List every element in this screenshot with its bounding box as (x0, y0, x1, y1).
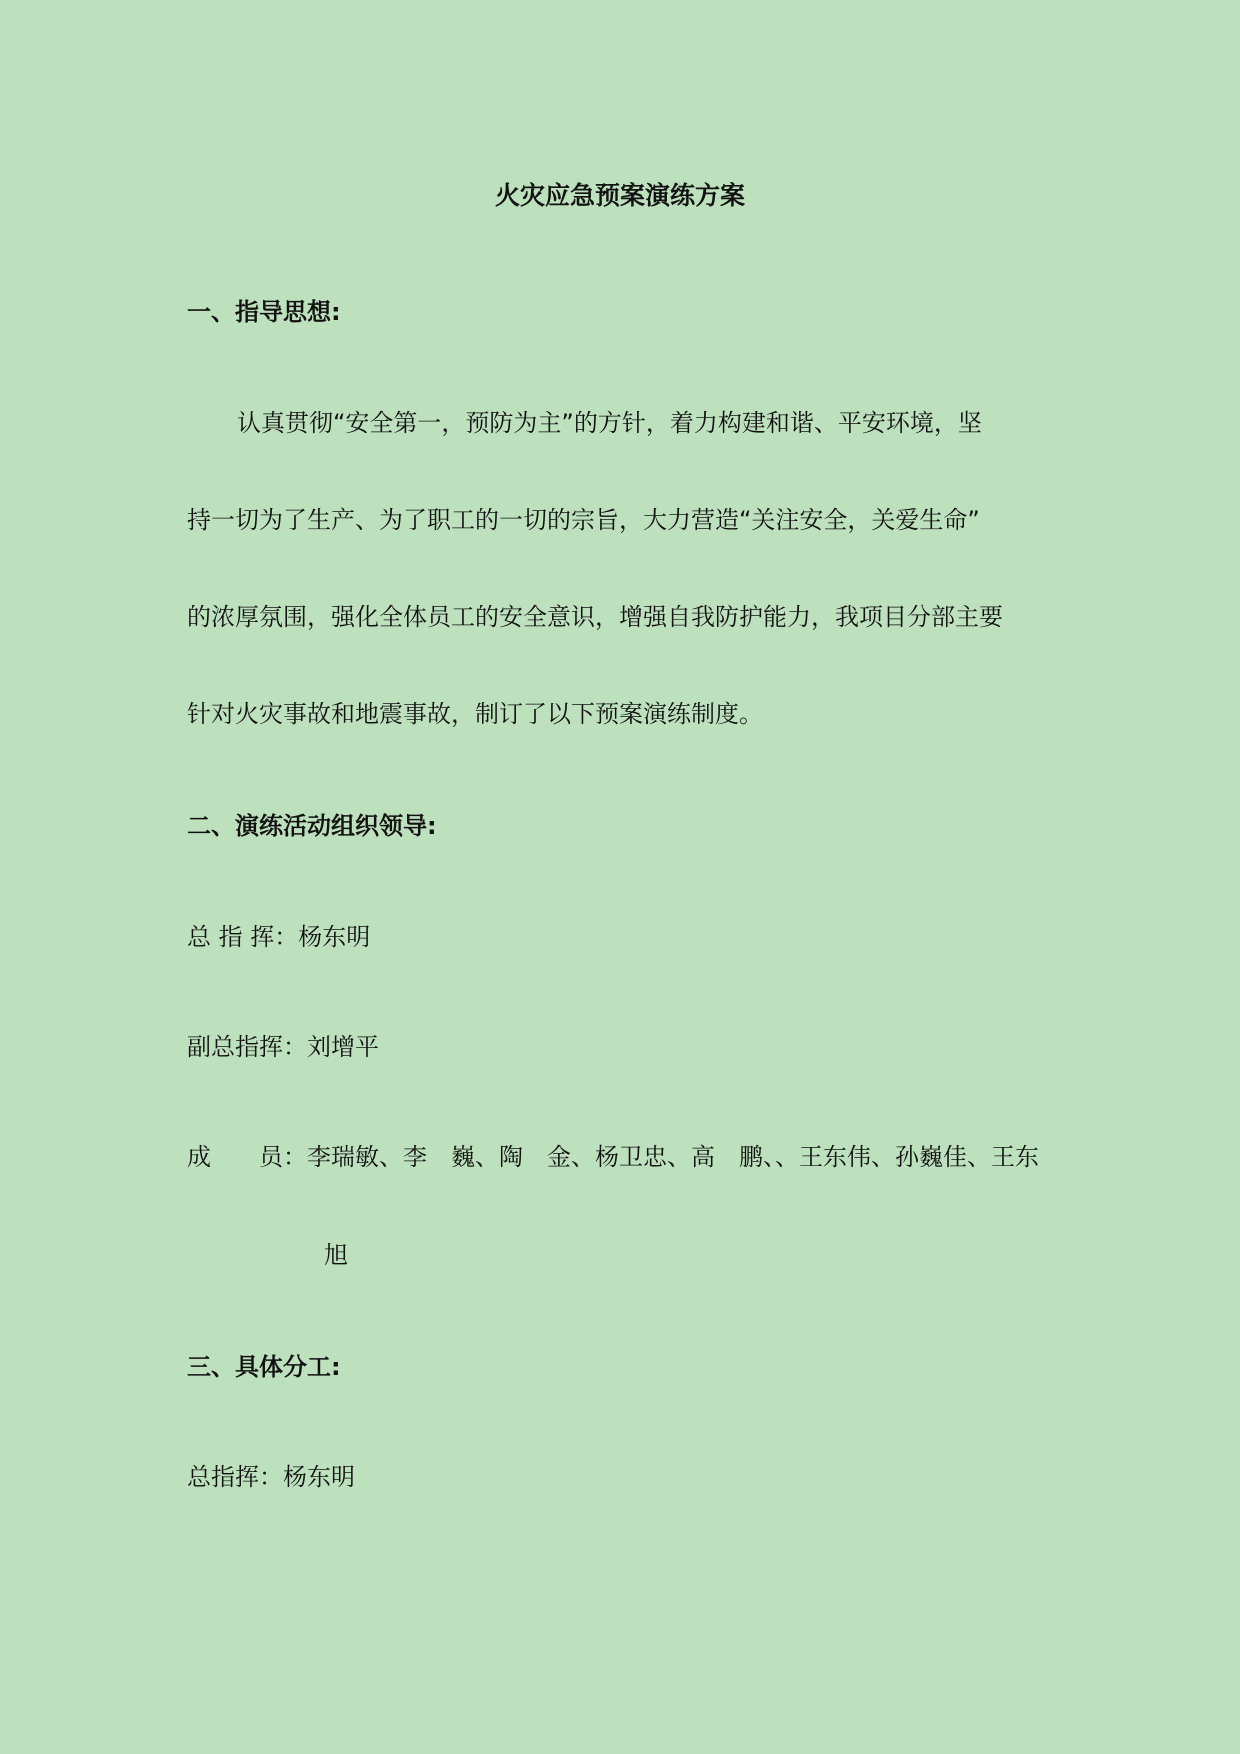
paragraph-line-4: 针对火灾事故和地震事故，制订了以下预案演练制度。 (187, 700, 763, 728)
division-commander-line: 总指挥：杨东明 (187, 1463, 355, 1491)
members-line: 成 员：李瑞敏、李 巍、陶 金、杨卫忠、高 鹏、、王东伟、孙巍佳、王东 (187, 1143, 1039, 1171)
deputy-commander-line: 副总指挥：刘增平 (187, 1033, 379, 1061)
section-heading-guiding-ideology: 一、指导思想: (187, 298, 341, 326)
paragraph-line-2: 持一切为了生产、为了职工的一切的宗旨，大力营造“关注安全，关爱生命” (187, 506, 980, 534)
paragraph-line-1: 认真贯彻“安全第一，预防为主”的方针，着力构建和谐、平安环境，坚 (237, 409, 982, 437)
paragraph-line-3: 的浓厚氛围，强化全体员工的安全意识，增强自我防护能力，我项目分部主要 (187, 603, 1003, 631)
members-line-continued: 旭 (324, 1241, 348, 1269)
commander-line: 总 指 挥：杨东明 (187, 923, 371, 951)
section-heading-division-of-labor: 三、具体分工: (187, 1353, 341, 1381)
document-title: 火灾应急预案演练方案 (494, 181, 745, 210)
section-heading-leadership: 二、演练活动组织领导: (187, 812, 437, 840)
